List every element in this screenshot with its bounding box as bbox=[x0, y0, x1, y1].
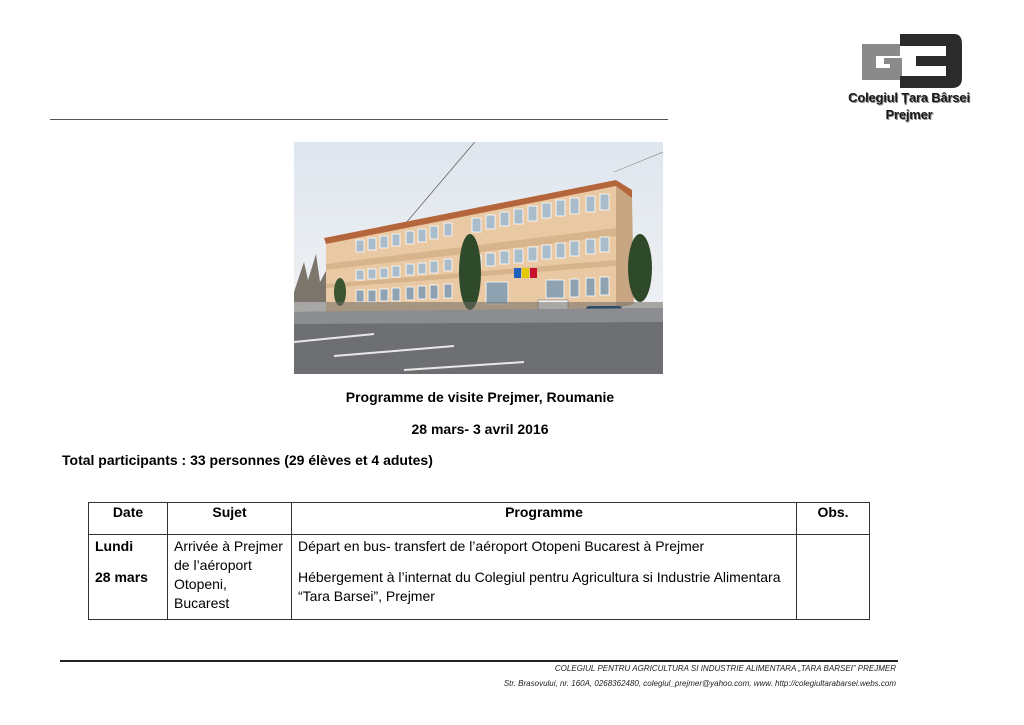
header-obs: Obs. bbox=[797, 503, 870, 535]
logo-mark-icon bbox=[856, 32, 962, 88]
programme-item: Hébergement à l’internat du Colegiul pentru Agricultura si Industrie Alimentara “Tara Barsei”, Prejmer bbox=[298, 569, 781, 604]
school-logo bbox=[848, 32, 970, 124]
table-row bbox=[89, 535, 870, 620]
header-programme: Programme bbox=[292, 503, 797, 535]
header-sujet: Sujet bbox=[168, 503, 292, 535]
cell-obs bbox=[797, 535, 870, 620]
footer-institution: COLEGIUL PENTRU AGRICULTURA SI INDUSTRIE ALIMENTARA „TARA BARSEI” PREJMER bbox=[554, 664, 896, 673]
footer-contact: Str. Brasovului, nr. 160A, 0268362480, colegiul_prejmer@yahoo.com, www. http://colegiultarabarsei.webs.com bbox=[503, 679, 896, 688]
programme-table bbox=[88, 502, 870, 620]
header-divider bbox=[50, 119, 668, 120]
cell-date bbox=[89, 535, 168, 620]
cell-sujet: Arrivée à Prejmer de l’aéroport Otopeni, Bucarest bbox=[168, 535, 292, 620]
table-header-row bbox=[89, 503, 870, 535]
school-building-photo bbox=[294, 142, 663, 374]
document-title: Programme de visite Prejmer, Roumanie bbox=[345, 389, 615, 405]
cell-programme bbox=[292, 535, 797, 620]
logo-text-school-name: Colegiul Țara Bârsei bbox=[848, 90, 970, 105]
logo-text-town: Prejmer bbox=[885, 107, 933, 122]
participants-count: Total participants : 33 personnes (29 élèves et 4 adutes) bbox=[62, 452, 433, 468]
row-date: 28 mars bbox=[95, 569, 148, 585]
header-date: Date bbox=[89, 503, 168, 535]
row-day: Lundi bbox=[95, 538, 134, 554]
document-dates: 28 mars- 3 avril 2016 bbox=[411, 421, 549, 437]
programme-item: Départ en bus- transfert de l’aéroport Otopeni Bucarest à Prejmer bbox=[298, 538, 705, 554]
footer-divider bbox=[60, 660, 898, 662]
